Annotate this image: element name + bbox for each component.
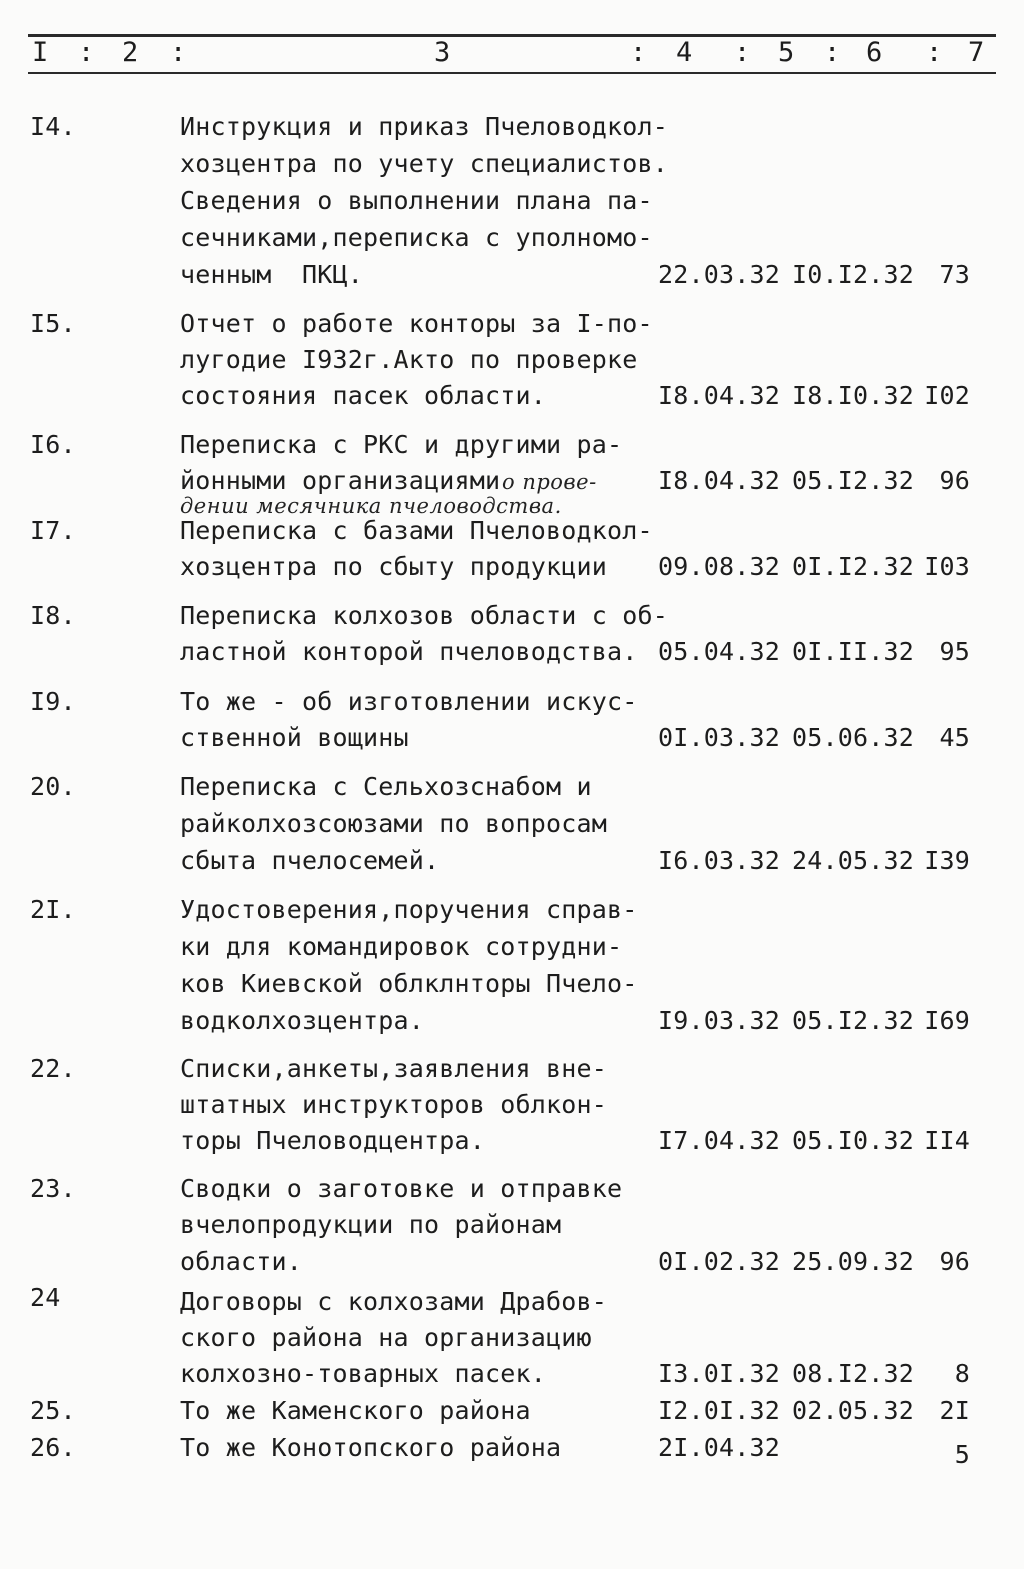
- row-description-line: Удостоверения,поручения справ-: [180, 895, 638, 924]
- row-sheet-count: I03: [924, 552, 970, 581]
- row-end-date: 02.05.32: [792, 1396, 915, 1425]
- row-description-line: Отчет о работе конторы за I-по-: [180, 309, 653, 338]
- header-separator: :: [170, 37, 187, 68]
- row-description-line: ченным ПКЦ.: [180, 260, 364, 289]
- row-number: 25.: [30, 1396, 76, 1425]
- row-number: 23.: [30, 1174, 76, 1203]
- row-start-date: 22.03.32: [658, 260, 781, 289]
- row-number: 26.: [30, 1433, 76, 1462]
- row-description-line: Сведения о выполнении плана па-: [180, 186, 653, 215]
- row-description-line: хозцентра по сбыту продукции: [180, 552, 608, 581]
- row-number: 20.: [30, 772, 76, 801]
- row-description-line: хозцентра по учету специалистов.: [180, 149, 669, 178]
- row-sheet-count: 73: [939, 260, 970, 289]
- header-separator: :: [926, 37, 943, 68]
- row-end-date: I8.I0.32: [792, 381, 915, 410]
- row-sheet-count: 5: [954, 1440, 970, 1469]
- row-description-line: Переписка с РКС и другими ра-: [180, 430, 623, 459]
- row-sheet-count: 96: [939, 466, 970, 495]
- row-start-date: 05.04.32: [658, 637, 781, 666]
- row-description-line: Переписка с базами Пчеловодкол-: [180, 516, 653, 545]
- row-start-date: I2.0I.32: [658, 1396, 781, 1425]
- row-description-line: штатных инструкторов облкон-: [180, 1090, 608, 1119]
- row-start-date: 2I.04.32: [658, 1433, 781, 1462]
- row-description-line: Переписка колхозов области с об-: [180, 601, 669, 630]
- row-sheet-count: I69: [924, 1006, 970, 1035]
- row-end-date: 05.I2.32: [792, 1006, 915, 1035]
- header-separator: :: [630, 37, 647, 68]
- row-start-date: I7.04.32: [658, 1126, 781, 1155]
- row-start-date: 0I.02.32: [658, 1247, 781, 1276]
- row-description-line: То же - об изготовлении искус-: [180, 687, 638, 716]
- row-start-date: I6.03.32: [658, 846, 781, 875]
- row-description-line: ственной вощины: [180, 723, 409, 752]
- row-description-line: колхозно-товарных пасек.: [180, 1359, 547, 1388]
- row-description-line: ки для командировок сотрудни-: [180, 932, 623, 961]
- row-description-line: Списки,анкеты,заявления вне-: [180, 1054, 608, 1083]
- row-description-line: Сводки о заготовке и отправке: [180, 1174, 623, 1203]
- row-sheet-count: 2I: [939, 1396, 970, 1425]
- row-description-line: торы Пчеловодцентра.: [180, 1126, 486, 1155]
- row-description-line: состояния пасек области.: [180, 381, 547, 410]
- row-description-line: То же Конотопского района: [180, 1433, 562, 1462]
- row-description-line: То же Каменского района: [180, 1396, 531, 1425]
- row-end-date: 25.09.32: [792, 1247, 915, 1276]
- handwritten-insertion: о прове-: [502, 470, 597, 494]
- row-start-date: I3.0I.32: [658, 1359, 781, 1388]
- header-separator: :: [824, 37, 841, 68]
- row-description-line: сбыта пчелосемей.: [180, 846, 440, 875]
- row-description-line: йонными организациями: [180, 466, 501, 495]
- row-description-line: сечниками,переписка с уполномо-: [180, 223, 653, 252]
- row-number: 22.: [30, 1054, 76, 1083]
- row-sheet-count: 95: [939, 637, 970, 666]
- header-separator: :: [78, 37, 95, 68]
- handwritten-insertion: дении месячника пчеловодства.: [180, 494, 562, 518]
- header-separator: :: [734, 37, 751, 68]
- header-col-7: 7: [968, 37, 985, 68]
- row-end-date: 05.I2.32: [792, 466, 915, 495]
- row-number: I8.: [30, 601, 76, 630]
- row-number: I4.: [30, 112, 76, 141]
- row-number: I9.: [30, 687, 76, 716]
- row-description-line: Инструкция и приказ Пчеловодкол-: [180, 112, 669, 141]
- row-sheet-count: 96: [939, 1247, 970, 1276]
- row-start-date: I8.04.32: [658, 466, 781, 495]
- row-description-line: области.: [180, 1247, 303, 1276]
- row-description-line: Переписка с Сельхозснабом и: [180, 772, 592, 801]
- header-col-5: 5: [778, 37, 795, 68]
- row-start-date: I9.03.32: [658, 1006, 781, 1035]
- row-start-date: I8.04.32: [658, 381, 781, 410]
- row-description-line: вчелопродукции по районам: [180, 1210, 562, 1239]
- header-col-2: 2: [122, 37, 139, 68]
- header-col-1: I: [32, 37, 49, 68]
- row-description-line: водколхозцентра.: [180, 1006, 425, 1035]
- row-description-line: райколхозсоюзами по вопросам: [180, 809, 608, 838]
- row-number: 24: [30, 1283, 61, 1312]
- row-sheet-count: 45: [939, 723, 970, 752]
- row-end-date: 24.05.32: [792, 846, 915, 875]
- row-sheet-count: I39: [924, 846, 970, 875]
- row-number: 2I.: [30, 895, 76, 924]
- row-sheet-count: I02: [924, 381, 970, 410]
- row-description-line: лугодие I932г.Акто по проверке: [180, 345, 638, 374]
- row-end-date: 08.I2.32: [792, 1359, 915, 1388]
- row-sheet-count: 8: [954, 1359, 970, 1388]
- header-bottom-rule: [28, 72, 996, 74]
- row-number: I5.: [30, 309, 76, 338]
- row-number: I7.: [30, 516, 76, 545]
- row-start-date: 09.08.32: [658, 552, 781, 581]
- row-end-date: 05.I0.32: [792, 1126, 915, 1155]
- row-end-date: I0.I2.32: [792, 260, 915, 289]
- row-description-line: ластной конторой пчеловодства.: [180, 637, 638, 666]
- header-col-6: 6: [866, 37, 883, 68]
- header-col-3: 3: [434, 37, 451, 68]
- row-description-line: Договоры с колхозами Драбов-: [180, 1287, 608, 1316]
- row-end-date: 0I.II.32: [792, 637, 915, 666]
- row-sheet-count: II4: [924, 1126, 970, 1155]
- row-number: I6.: [30, 430, 76, 459]
- row-description-line: ского района на организацию: [180, 1323, 592, 1352]
- row-end-date: 0I.I2.32: [792, 552, 915, 581]
- row-end-date: 05.06.32: [792, 723, 915, 752]
- header-col-4: 4: [676, 37, 693, 68]
- row-description-line: ков Киевской облклнторы Пчело-: [180, 969, 638, 998]
- row-start-date: 0I.03.32: [658, 723, 781, 752]
